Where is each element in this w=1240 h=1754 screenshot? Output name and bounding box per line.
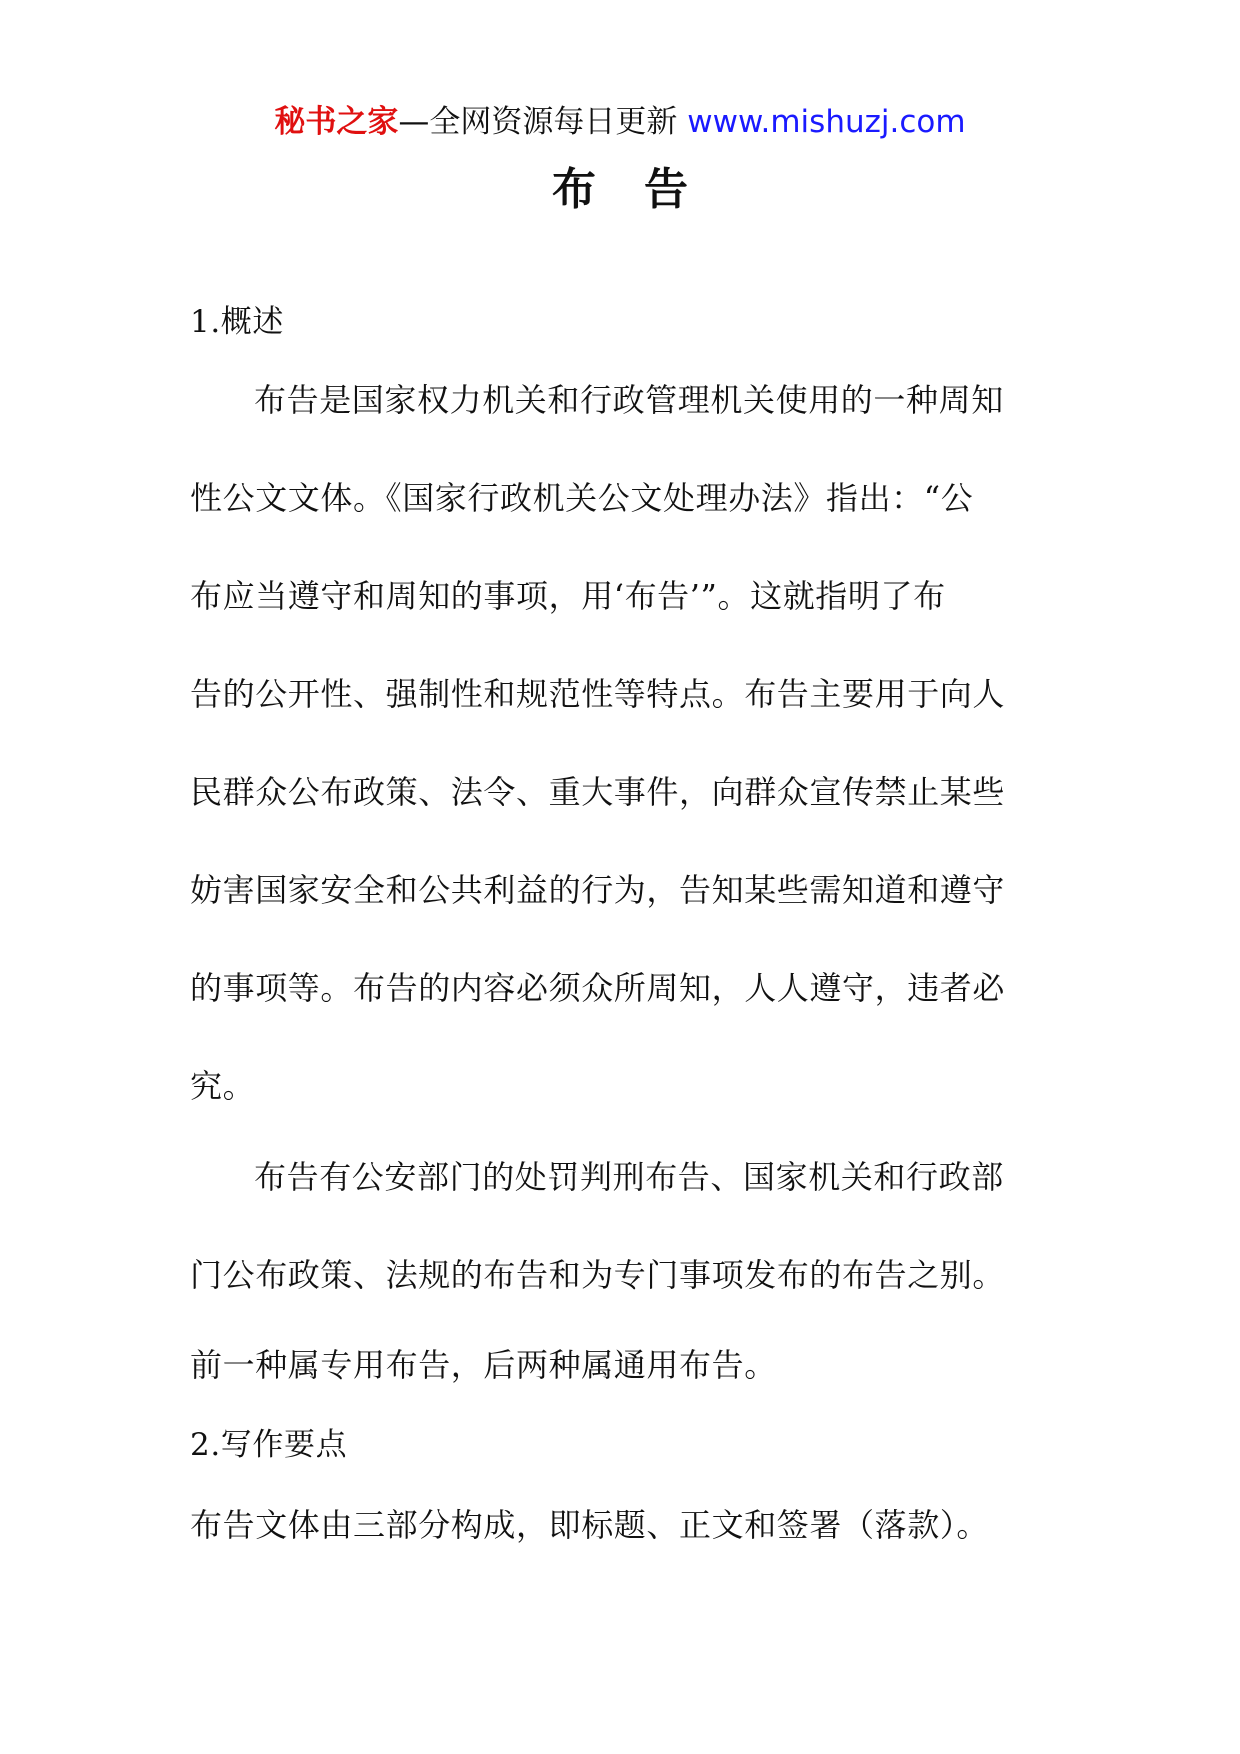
paragraph-line: 告的公开性、强制性和规范性等特点。布告主要用于向人 (190, 675, 1006, 713)
paragraph-line: 究。 (190, 1067, 256, 1105)
paragraph-line: 布告文体由三部分构成，即标题、正文和签署（落款）。 (190, 1506, 990, 1544)
paragraph-line: 民群众公布政策、法令、重大事件，向群众宣传禁止某些 (190, 773, 1006, 811)
paragraph-line: 布告是国家权力机关和行政管理机关使用的一种周知 (254, 381, 1004, 419)
paragraph-line: 门公布政策、法规的布告和为专门事项发布的布告之别。 (190, 1256, 1006, 1294)
site-banner (0, 102, 1240, 142)
document-title: 布告 (552, 164, 736, 215)
site-tagline: —全网资源每日更新 (398, 104, 678, 140)
site-brand: 秘书之家 (274, 104, 399, 140)
paragraph-line: 性公文文体。《国家行政机关公文处理办法》指出：“公 (190, 479, 974, 517)
section-heading-overview: 1.概述 (190, 304, 284, 340)
paragraph-line: 妨害国家安全和公共利益的行为，告知某些需知道和遵守 (190, 871, 1006, 909)
paragraph-line: 布应当遵守和周知的事项，用‘布告’”。这就指明了布 (190, 577, 946, 615)
paragraph-line: 前一种属专用布告，后两种属通用布告。 (190, 1346, 777, 1384)
section-heading-writing: 2.写作要点 (190, 1427, 348, 1463)
paragraph-line: 布告有公安部门的处罚判刑布告、国家机关和行政部 (254, 1158, 1004, 1196)
paragraph-line: 的事项等。布告的内容必须众所周知，人人遵守，违者必 (190, 969, 1006, 1007)
site-url-link[interactable]: www.mishuzj.com (687, 104, 966, 140)
